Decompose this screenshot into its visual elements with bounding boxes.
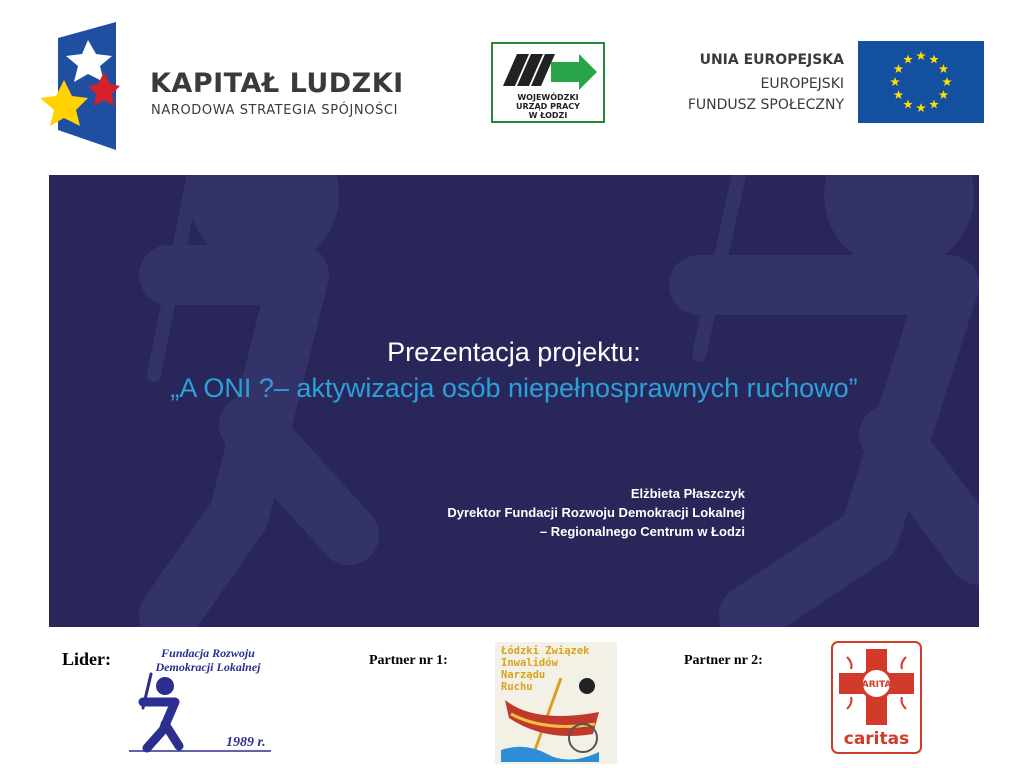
lziin-line4: Ruchu	[501, 681, 533, 693]
eu-fund-name	[662, 74, 844, 116]
kapital-ludzki-star-icon	[40, 20, 120, 152]
eu-star-icon	[916, 51, 926, 60]
eu-star-icon	[929, 54, 939, 63]
slide-title: Prezentacja projektu:	[387, 337, 641, 367]
eu-flag	[858, 41, 984, 123]
frdl-line1: Fundacja Rozwoju	[161, 646, 255, 660]
eu-star-icon	[894, 90, 904, 99]
lziin-kayak-icon	[495, 672, 617, 762]
frdl-year: 1989 r.	[226, 735, 266, 750]
slide-project-name: „A ONI ?– aktywizacja osób niepełnosprawnych ruchowo”	[170, 373, 858, 403]
caritas-cross-icon	[833, 643, 920, 733]
eu-fund-line2: FUNDUSZ SPOŁECZNY	[687, 97, 844, 113]
eu-star-icon	[903, 100, 913, 109]
author-role-line2: – Regionalnego Centrum w Łodzi	[539, 524, 745, 539]
kapital-ludzki-title: KAPITAŁ LUDZKI	[150, 68, 404, 99]
author-name: Elżbieta Płaszczyk	[630, 486, 745, 501]
eu-star-icon	[942, 77, 952, 86]
eu-title: UNIA EUROPEJSKA	[699, 52, 844, 68]
lziin-line3: Narządu	[501, 669, 546, 681]
kapital-ludzki-logo	[40, 20, 440, 152]
kapital-ludzki-subtitle: NARODOWA STRATEGIA SPÓJNOŚCI	[151, 103, 399, 118]
eu-star-icon	[929, 100, 939, 109]
eu-star-icon	[939, 64, 949, 73]
partner2-label: Partner nr 2:	[684, 653, 763, 668]
lziin-line2: Inwalidów	[501, 657, 558, 669]
author-role-line1: Dyrektor Fundacji Rozwoju Demokracji Lokalnej	[447, 505, 745, 520]
eu-star-icon	[939, 90, 949, 99]
wup-line3: W ŁODZI	[528, 111, 568, 120]
wup-arrow-icon	[493, 46, 603, 94]
partner1-label: Partner nr 1:	[369, 653, 448, 668]
eu-fund-line1: EUROPEJSKI	[760, 76, 844, 92]
lziin-line1: Łódzki Związek	[501, 645, 590, 657]
caritas-ring-text: CARITAS	[855, 680, 898, 690]
title-banner	[49, 175, 979, 627]
eu-star-icon	[890, 77, 900, 86]
wup-name	[491, 93, 605, 120]
wup-line2: URZĄD PRACY	[516, 102, 580, 111]
lider-label: Lider:	[62, 649, 111, 669]
eu-star-icon	[916, 103, 926, 112]
wup-line1: WOJEWÓDZKI	[517, 93, 579, 102]
eu-star-icon	[903, 54, 913, 63]
frdl-line2: Demokracji Lokalnej	[155, 660, 261, 674]
author-block	[447, 484, 745, 541]
caritas-wordmark: caritas	[843, 729, 910, 749]
eu-flag-stars-icon	[858, 41, 984, 123]
eu-star-icon	[894, 64, 904, 73]
